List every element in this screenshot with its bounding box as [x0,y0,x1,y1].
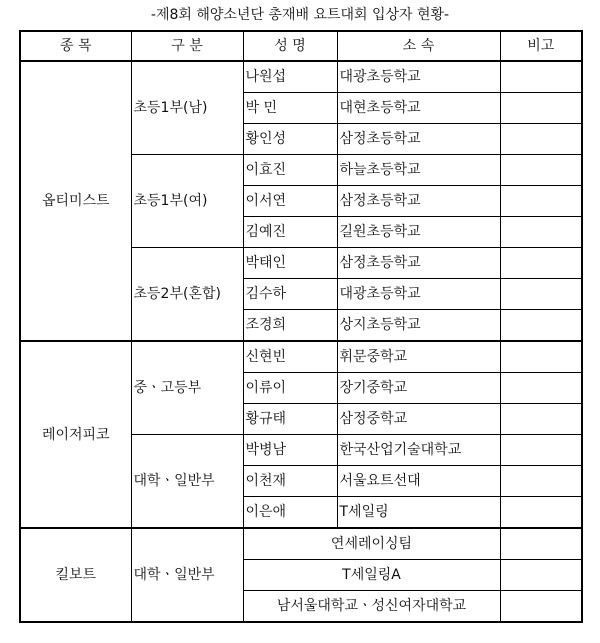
name-cell: 박 민 [243,93,337,124]
affiliation-cell: 길원초등학교 [337,217,500,248]
note-cell [500,186,582,217]
note-cell [500,373,582,404]
table-row [20,341,582,373]
division-cell: 중ㆍ고등부 [131,341,243,435]
name-cell: 김수하 [243,279,337,310]
note-cell [500,155,582,186]
note-cell [500,93,582,124]
name-cell: 황인성 [243,124,337,155]
name-cell: 이천재 [243,466,337,497]
affiliation-cell: 삼정초등학교 [337,124,500,155]
event-cell: 킬보트 [20,528,131,622]
note-cell [500,310,582,342]
header-affiliation: 소 속 [337,31,500,61]
note-cell [500,404,582,435]
note-cell [500,341,582,373]
affiliation-cell: 대현초등학교 [337,93,500,124]
name-cell: 박병남 [243,435,337,466]
document-title: -제8회 해양소년단 총재배 요트대회 입상자 현황- [150,7,450,23]
name-cell: 이류이 [243,373,337,404]
name-cell: 황규태 [243,404,337,435]
name-cell: 조경희 [243,310,337,342]
note-cell [500,591,582,623]
note-cell [500,466,582,497]
note-cell [500,248,582,279]
affiliation-cell: 삼정중학교 [337,404,500,435]
header-name: 성 명 [243,31,337,61]
header-event: 종 목 [20,31,131,61]
division-cell: 초등1부(남) [131,61,243,155]
header-note: 비고 [500,31,582,61]
note-cell [500,497,582,529]
affiliation-cell: T세일링 [337,497,500,529]
note-cell [500,217,582,248]
affiliation-cell: 휘문중학교 [337,341,500,373]
name-cell: 이효진 [243,155,337,186]
table-row [20,528,582,560]
affiliation-cell: 한국산업기술대학교 [337,435,500,466]
note-cell [500,435,582,466]
affiliation-cell: 장기중학교 [337,373,500,404]
note-cell [500,560,582,591]
division-cell: 초등1부(여) [131,155,243,248]
division-cell: 대학ㆍ일반부 [131,435,243,529]
table-row [20,61,582,93]
header-row [20,31,582,61]
affiliation-cell: 하늘초등학교 [337,155,500,186]
name-cell: 박태인 [243,248,337,279]
name-cell: 이은애 [243,497,337,529]
team-cell: 남서울대학교ㆍ성신여자대학교 [243,591,500,623]
division-cell: 대학ㆍ일반부 [131,528,243,622]
division-cell: 초등2부(혼합) [131,248,243,342]
affiliation-cell: 서울요트선대 [337,466,500,497]
team-cell: T세일링A [243,560,500,591]
name-cell: 신현빈 [243,341,337,373]
note-cell [500,124,582,155]
affiliation-cell: 삼정초등학교 [337,248,500,279]
note-cell [500,528,582,560]
team-cell: 연세레이싱팀 [243,528,500,560]
name-cell: 나원섭 [243,61,337,93]
event-cell: 레이저피코 [20,341,131,528]
event-cell: 옵티미스트 [20,61,131,341]
header-division: 구 분 [131,31,243,61]
name-cell: 김예진 [243,217,337,248]
affiliation-cell: 상지초등학교 [337,310,500,342]
name-cell: 이서연 [243,186,337,217]
note-cell [500,61,582,93]
results-table [19,30,583,623]
affiliation-cell: 삼정초등학교 [337,186,500,217]
affiliation-cell: 대광초등학교 [337,279,500,310]
note-cell [500,279,582,310]
affiliation-cell: 대광초등학교 [337,61,500,93]
